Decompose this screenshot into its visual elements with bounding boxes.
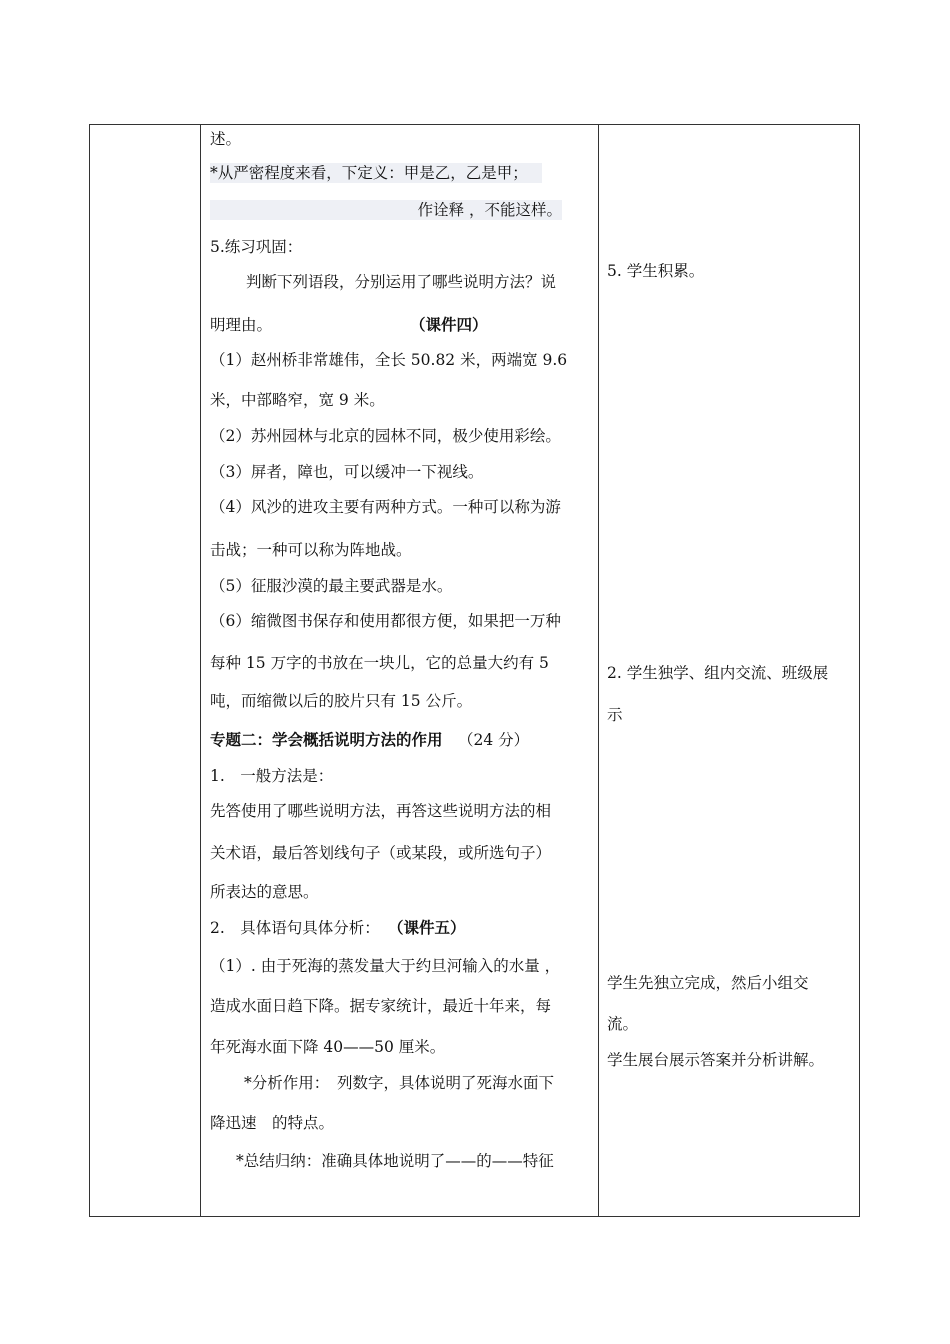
text-line: 击战；一种可以称为阵地战。 <box>210 541 412 559</box>
column-divider-left <box>200 125 201 1216</box>
section-heading: 专题二：学会概括说明方法的作用 <box>210 730 443 749</box>
text-line: （1）. 由于死海的蒸发量大于约旦河输入的水量 ， <box>210 957 561 975</box>
text-line: 1. 一般方法是： <box>210 767 334 785</box>
right-text-line: 2. 学生独学、组内交流、班级展 <box>607 664 829 682</box>
column-divider-right <box>598 125 599 1216</box>
text-line: 2. 具体语句具体分析： <box>210 919 380 937</box>
right-text-line: 5. 学生积累。 <box>607 262 705 280</box>
text-line: 造成水面日趋下降。据专家统计，最近十年来，每 <box>210 997 552 1015</box>
right-text-line: 示 <box>607 706 623 724</box>
text-line: 米，中部略窄，宽 9 米。 <box>210 391 385 409</box>
text-line: 年死海水面下降 40——50 厘米。 <box>210 1038 446 1056</box>
text-line: 降迅速 的特点。 <box>210 1114 335 1132</box>
text-line: （1）赵州桥非常雄伟，全长 50.82 米，两端宽 9.6 <box>210 351 568 369</box>
text-line: 所表达的意思。 <box>210 883 319 901</box>
text-line: 关术语，最后答划线句子（或某段，或所选句子） <box>210 844 552 862</box>
text-line: （5）征服沙漠的最主要武器是水。 <box>210 577 453 595</box>
text-line: 判断下列语段，分别运用了哪些说明方法？说 <box>246 273 557 291</box>
text-line: 明理由。 <box>210 316 273 334</box>
courseware-label: （课件四） <box>410 315 488 334</box>
right-text-line: 流。 <box>607 1015 639 1033</box>
text-line: 先答使用了哪些说明方法，再答这些说明方法的相 <box>210 802 552 820</box>
text-line: *分析作用： 列数字，具体说明了死海水面下 <box>244 1074 555 1092</box>
text-line: （3）屏者，障也，可以缓冲一下视线。 <box>210 463 484 481</box>
text-line: *从严密程度来看，下定义：甲是乙，乙是甲； <box>210 163 542 183</box>
text-line: 作诠释 ，不能这样。 <box>210 200 562 220</box>
text-line: 5.练习巩固： <box>210 238 303 256</box>
courseware-label: （课件五） <box>388 918 466 937</box>
text-line: （4）风沙的进攻主要有两种方式。一种可以称为游 <box>210 498 561 516</box>
text-line: 述。 <box>210 130 242 148</box>
text-line: 每种 15 万字的书放在一块儿，它的总量大约有 5 <box>210 654 549 672</box>
text-line: 吨，而缩微以后的胶片只有 15 公斤。 <box>210 692 473 710</box>
right-text-line: 学生先独立完成，然后小组交 <box>607 974 809 992</box>
right-text-line: 学生展台展示答案并分析讲解。 <box>607 1051 825 1069</box>
text-line: *总结归纳：准确具体地说明了——的——特征 <box>236 1152 554 1170</box>
section-score: （24 分） <box>458 731 530 749</box>
text-line: （6）缩微图书保存和使用都很方便，如果把一万种 <box>210 612 561 630</box>
text-line: （2）苏州园林与北京的园林不同，极少使用彩绘。 <box>210 427 561 445</box>
